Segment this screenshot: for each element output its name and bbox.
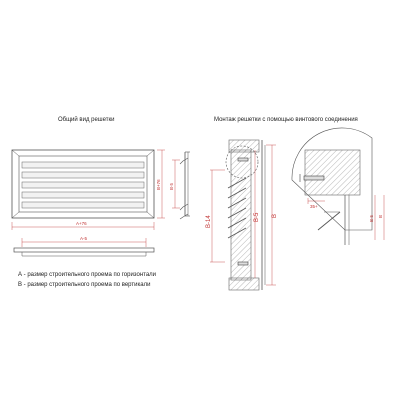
dim-mount-b14-label: B-14 — [206, 215, 212, 228]
front-view — [12, 150, 165, 230]
dim-front-height — [156, 150, 165, 218]
detail-wall — [305, 150, 360, 195]
detail-view — [292, 128, 384, 245]
dim-mount-b-label: B — [272, 213, 278, 218]
general-view-title: Общий вид решетки — [58, 117, 115, 123]
bottom-view — [14, 236, 154, 256]
mounting-title: Монтаж решетки с помощью винтового соединения — [214, 117, 358, 123]
dim-mount-b14 — [206, 170, 225, 262]
dim-detail-b — [378, 195, 384, 240]
dim-bottom-width — [22, 236, 146, 247]
dim-mount-b5 — [254, 150, 260, 278]
legend-a: А - размер строительного проема по горизонтали — [18, 272, 157, 278]
dim-side-height-label: B-5 — [169, 182, 174, 190]
dim-detail-35 — [308, 198, 325, 209]
dim-front-width-label: A+76 — [76, 221, 87, 226]
dim-detail-35-label: 35+ — [310, 204, 318, 209]
dim-mount-b — [266, 145, 278, 285]
dim-side-height — [169, 160, 180, 208]
dim-mount-b5-label: B-5 — [254, 212, 260, 222]
dim-front-width — [12, 221, 154, 230]
dim-detail-b-label: B — [378, 214, 383, 218]
dim-front-height-label: B+76 — [156, 179, 161, 190]
front-louvers — [22, 162, 144, 208]
mounting-section — [206, 140, 278, 290]
dim-bottom-width-label: A-5 — [80, 236, 88, 241]
dim-detail-b5-label: B-5 — [369, 214, 374, 222]
legend-b: В - размер строительного проема по вертикали — [18, 282, 151, 288]
side-view — [169, 152, 190, 219]
